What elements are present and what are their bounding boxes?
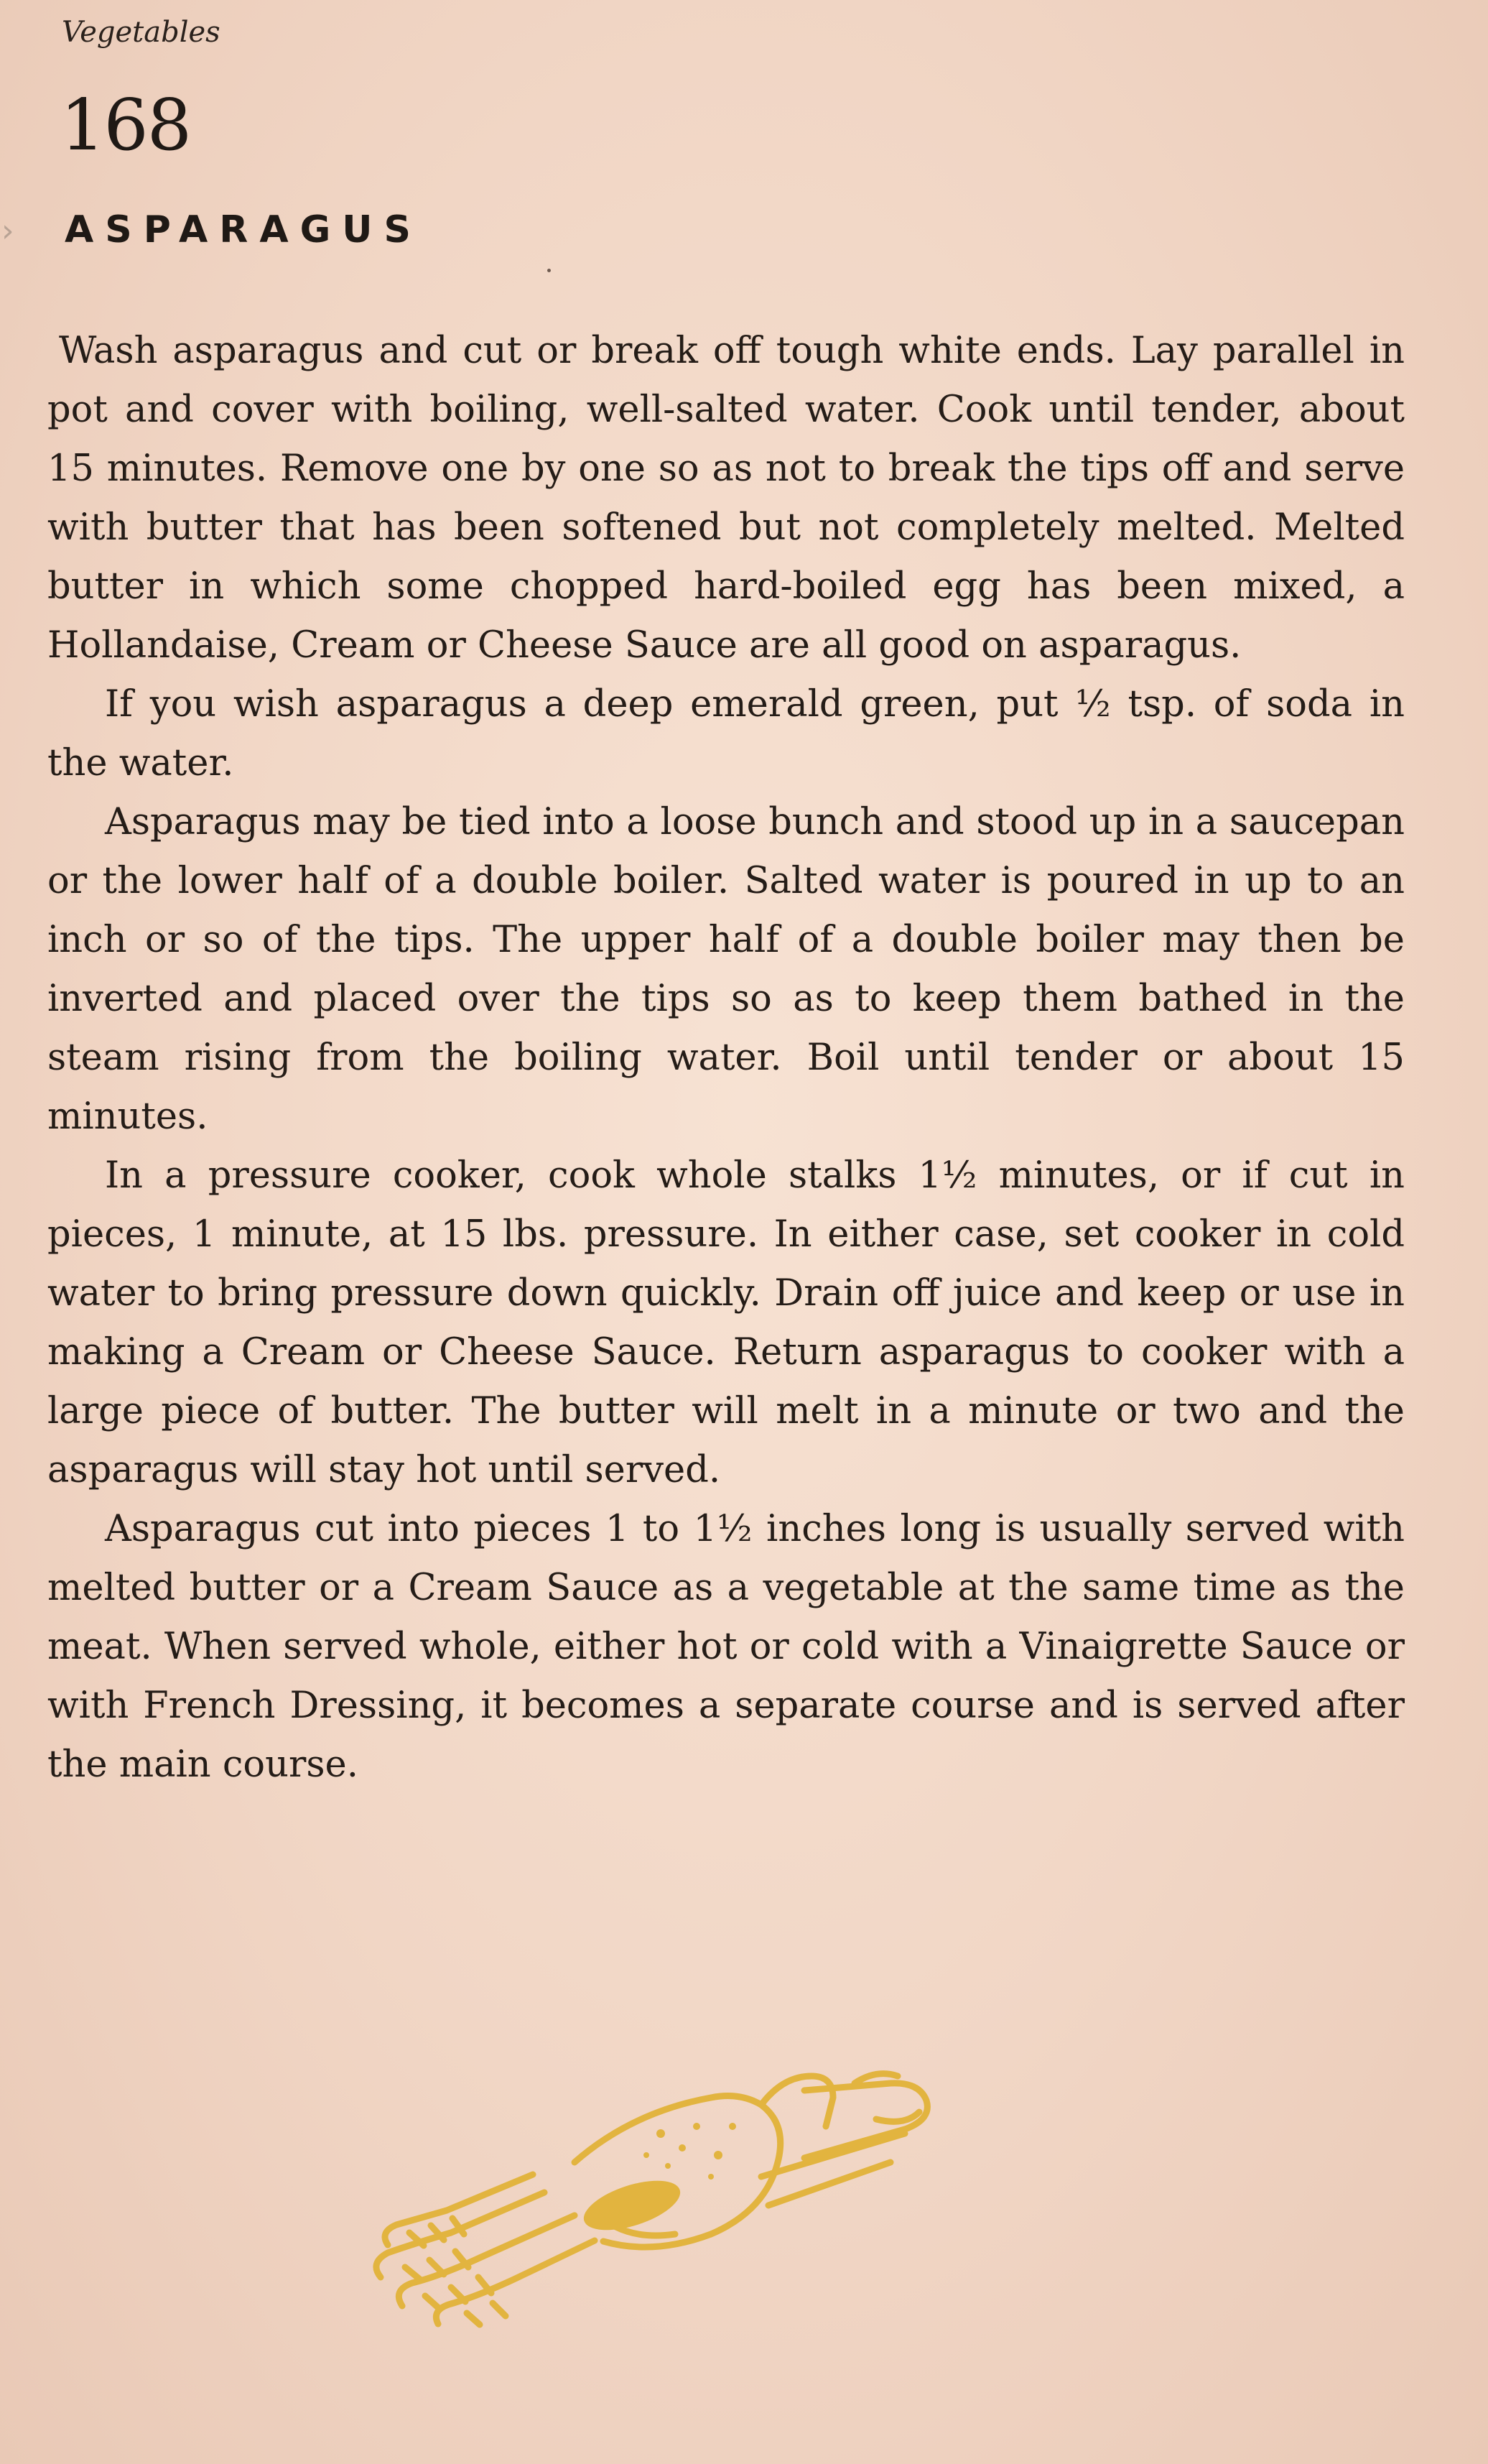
paragraph-4: In a pressure cooker, cook whole stalks 1½ minutes, or if cut in pieces, 1 minute, at 15 lbs. pressure. In either case, set cooker in cold water to bring pressure down quickly. Drain off juice and keep or use in making a Cream or Cheese Sauce. Return asparagus to cooker with a large piece of butter. The butter will melt in a minute or two and the asparagus will stay hot until served. — [47, 1154, 1405, 1491]
paragraph-2: If you wish asparagus a deep emerald green, put ½ tsp. of soda in the water. — [47, 683, 1405, 784]
margin-mark-icon: › — [1, 213, 14, 249]
paper-speck — [547, 269, 551, 272]
asparagus-bundle-icon — [359, 2040, 977, 2342]
recipe-body — [47, 322, 1405, 1794]
recipe-title: ASPARAGUS — [65, 208, 422, 251]
paragraph-5: Asparagus cut into pieces 1 to 1½ inches long is usually served with melted butter or a Cream Sauce as a vegetable at the same time as the meat. When served whole, either hot or cold with a Vinaigrette Sauce or with French Dressing, it becomes a separate course and is served after the main course. — [47, 1508, 1405, 1786]
paragraph-1: Wash asparagus and cut or break off tough white ends. Lay parallel in pot and cover with boiling, well-salted water. Cook until tender, about 15 minutes. Remove one by one so as not to break the tips off and serve with butter that has been softened but not completely melted. Melted butter in which some chopped hard-boiled egg has been mixed, a Hollandaise, Cream or Cheese Sauce are all good on asparagus. — [47, 330, 1405, 667]
section-label: Vegetables — [62, 16, 220, 49]
paragraph-3: Asparagus may be tied into a loose bunch and stood up in a saucepan or the lower half of a double boiler. Salted water is poured in up to an inch or so of the tips. The upper half of a double boiler may then be inverted and placed over the tips so as to keep them bathed in the steam rising from the boiling water. Boil until tender or about 15 minutes. — [47, 801, 1405, 1138]
recipe-number: 168 — [60, 85, 191, 167]
